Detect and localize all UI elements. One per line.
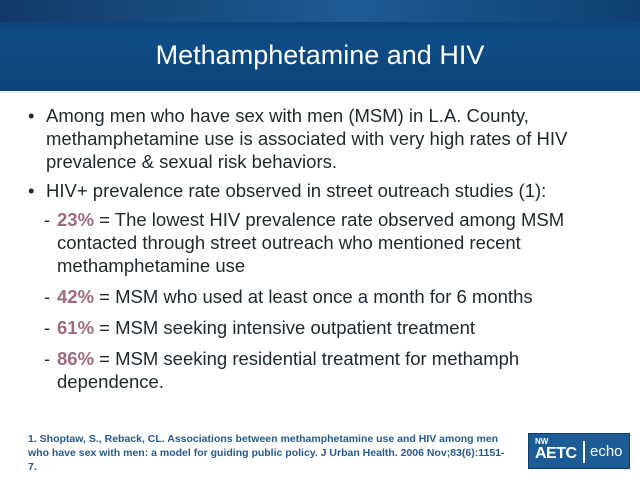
- percent-value: 86%: [57, 348, 95, 369]
- dash-icon: -: [44, 317, 51, 338]
- sub-item-text: = MSM seeking intensive outpatient treatment: [94, 317, 476, 338]
- bullet-item: [26, 104, 626, 173]
- sub-item-text: = MSM seeking residential treatment for methamph dependence.: [57, 348, 520, 392]
- bullet-text: Among men who have sex with men (MSM) in L.A. County, methamphetamine use is associated with very high rates of HIV prevalence & sexual risk behaviors.: [46, 105, 568, 172]
- header-divider: [0, 91, 640, 93]
- nw-aetc-echo-logo: [528, 433, 630, 469]
- percent-value: 42%: [57, 286, 95, 307]
- bullet-icon: •: [28, 105, 35, 126]
- logo-divider: [583, 441, 585, 463]
- sub-item: [26, 347, 626, 393]
- dash-icon: -: [44, 209, 51, 230]
- logo-aetc-text: AETC: [535, 445, 577, 462]
- sub-item: [26, 208, 626, 277]
- slide-header: [0, 0, 640, 91]
- header-strip: [0, 0, 640, 22]
- bullet-icon: •: [28, 180, 35, 201]
- sub-item: [26, 285, 626, 308]
- percent-value: 23%: [57, 209, 95, 230]
- dash-icon: -: [44, 286, 51, 307]
- percent-value: 61%: [57, 317, 95, 338]
- footnote-citation: 1. Shoptaw, S., Reback, CL. Associations between methamphetamine use and HIV among men who have sex with men: a model for guiding public policy. J Urban Health. 2006 Nov;83(6):1151-7.: [28, 433, 505, 473]
- sub-item-text: = MSM who used at least once a month for 6 months: [94, 286, 533, 307]
- sub-item: [26, 316, 626, 339]
- logo-nw-text: NW: [535, 437, 549, 446]
- logo-echo-text: echo: [590, 443, 623, 460]
- bullet-text: HIV+ prevalence rate observed in street outreach studies (1):: [46, 180, 547, 201]
- bullet-item: [26, 179, 626, 202]
- slide-title: Methamphetamine and HIV: [155, 40, 485, 70]
- sub-item-text: = The lowest HIV prevalence rate observed among MSM contacted through street outreach who mentioned recent methamphetamine use: [57, 209, 565, 276]
- dash-icon: -: [44, 348, 51, 369]
- slide-body: [26, 104, 626, 401]
